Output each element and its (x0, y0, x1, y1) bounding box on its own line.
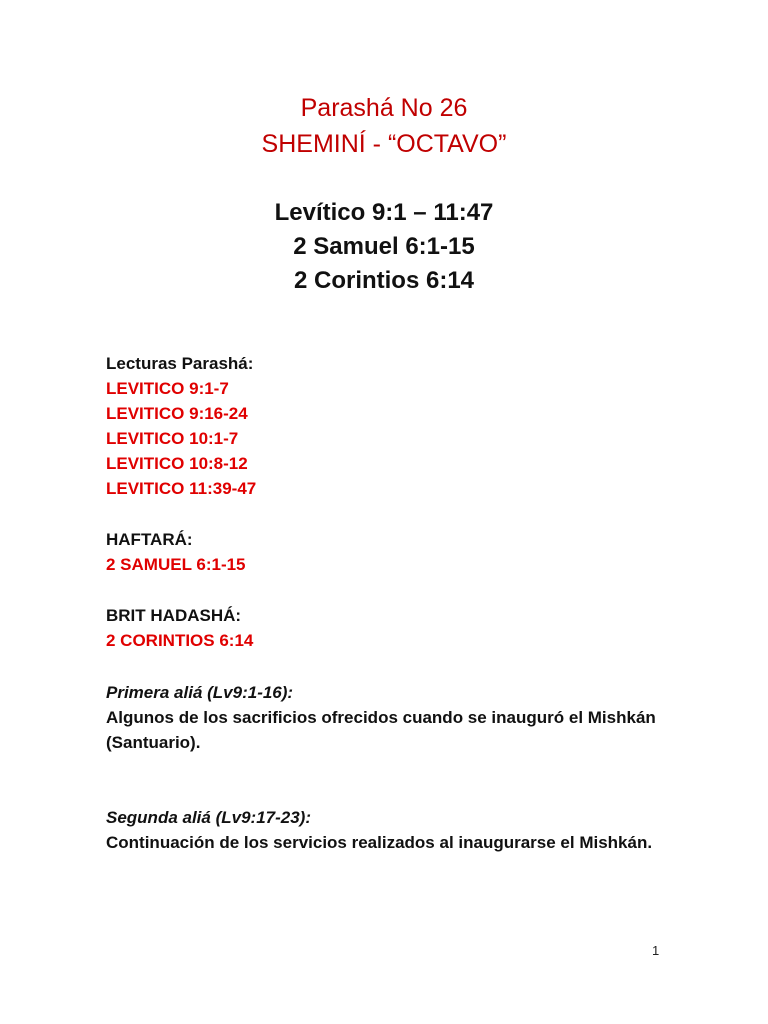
lectura-item: LEVITICO 11:39-47 (106, 479, 257, 498)
lecturas-section (106, 351, 256, 501)
lectura-item: LEVITICO 10:1-7 (106, 429, 239, 448)
aliya-heading: Primera aliá (Lv9:1-16): (106, 683, 294, 702)
lecturas-label: Lecturas Parashá: (106, 354, 254, 373)
aliya-2 (106, 805, 652, 855)
lectura-item: LEVITICO 10:8-12 (106, 454, 248, 473)
brit-section (106, 603, 253, 653)
lectura-item: LEVITICO 9:16-24 (106, 404, 248, 423)
aliya-text: Continuación de los servicios realizados al inaugurarse el Mishkán. (106, 833, 653, 852)
reference-torah: Levítico 9:1 – 11:47 (274, 199, 494, 226)
haftara-value: 2 SAMUEL 6:1-15 (106, 555, 246, 574)
brit-value: 2 CORINTIOS 6:14 (106, 631, 254, 650)
parasha-subtitle: SHEMINÍ - “OCTAVO” (261, 130, 507, 158)
reference-brit: 2 Corintios 6:14 (293, 267, 475, 294)
page-title (0, 90, 768, 162)
haftara-label: HAFTARÁ: (106, 530, 193, 549)
aliya-heading: Segunda aliá (Lv9:17-23): (106, 808, 312, 827)
aliya-text: Algunos de los sacrificios ofrecidos cuando se inauguró el Mishkán (106, 708, 656, 727)
haftara-section (106, 527, 246, 577)
aliya-1 (106, 680, 656, 755)
parasha-title: Parashá No 26 (300, 94, 468, 122)
lectura-item: LEVITICO 9:1-7 (106, 379, 229, 398)
brit-label: BRIT HADASHÁ: (106, 606, 242, 625)
scripture-references (0, 196, 768, 298)
reference-haftara: 2 Samuel 6:1-15 (293, 233, 475, 260)
aliya-text: (Santuario). (106, 733, 201, 752)
page-number: 1 (652, 943, 660, 958)
